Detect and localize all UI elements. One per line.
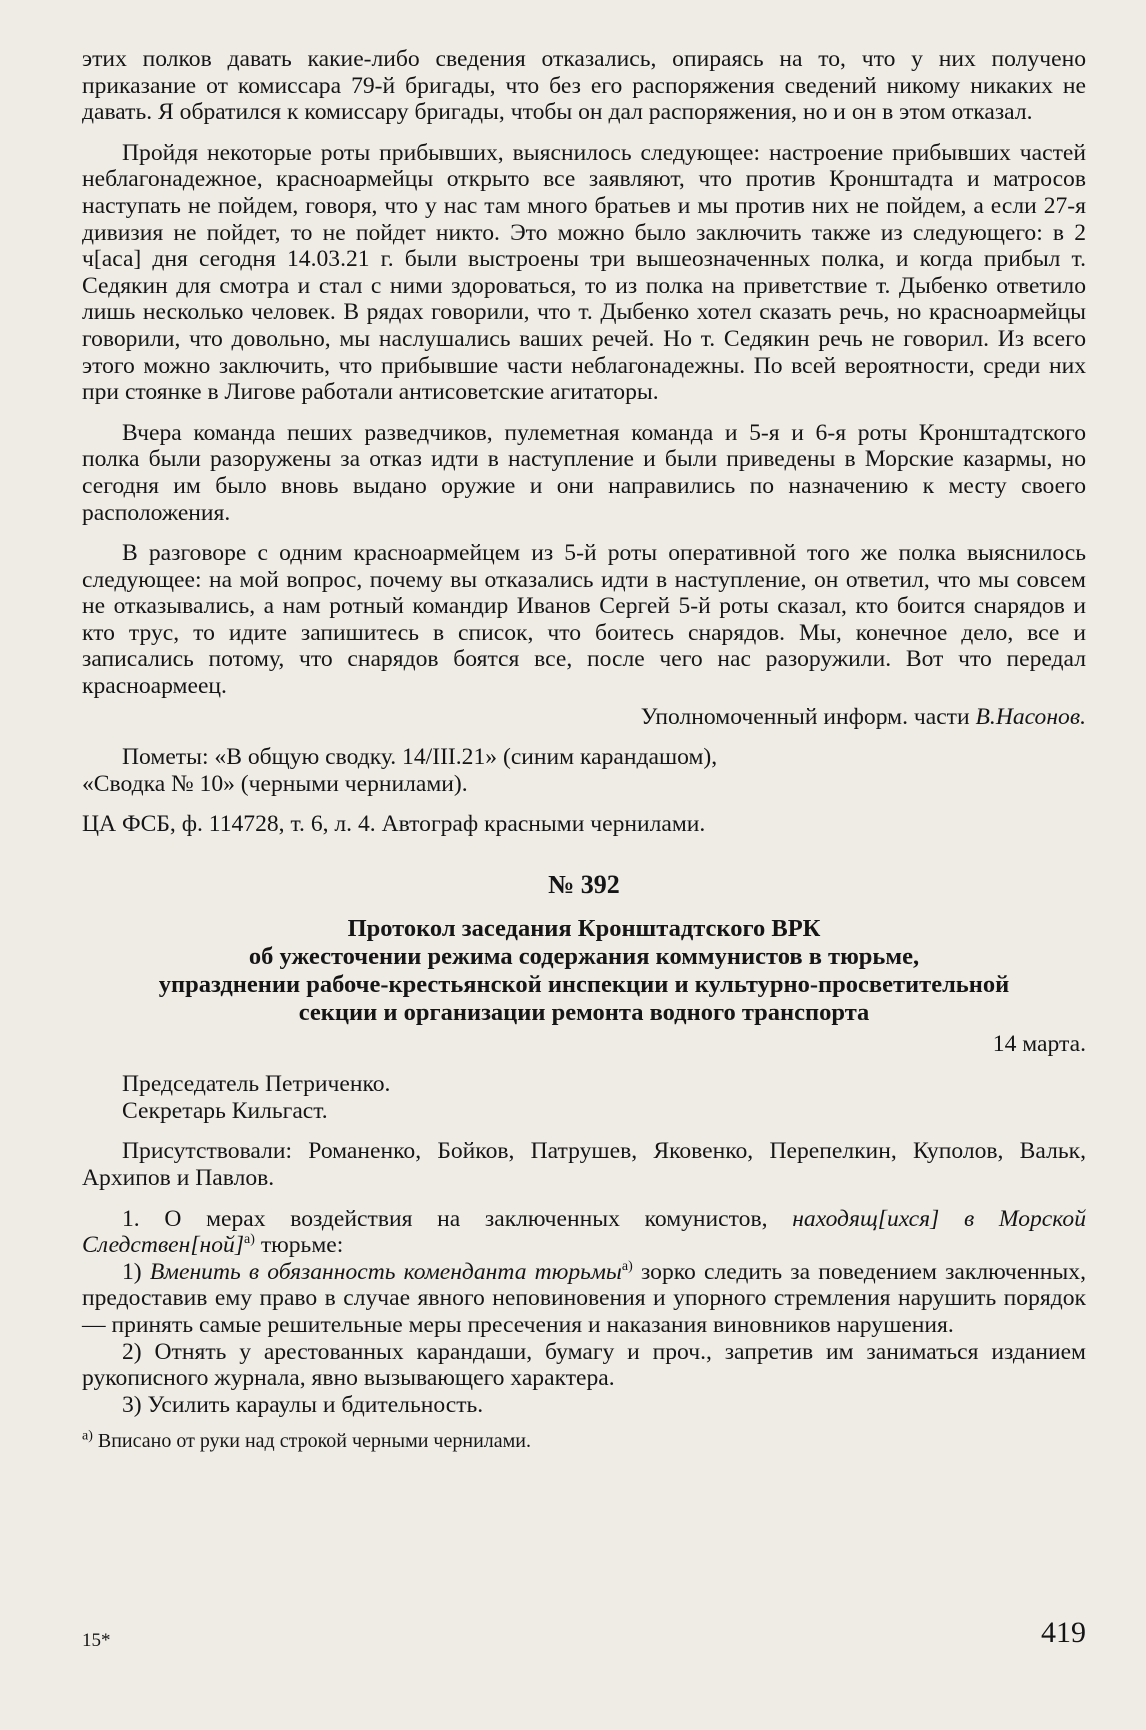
sub-item-1-text: зорко следить за поведением заключенных, предоставив ему право в случае явного неповиновения и упорного стремления нарушить порядок — принять самые решительные меры пресечения и наказания виновников нарушения. <box>82 1258 1086 1338</box>
paragraph-4: В разговоре с одним красноармейцем из 5-й роты оперативной того же полка выяснилось следующее: на мой вопрос, почему вы отказались идти в наступление, он ответил, что мы совсем не отказывались, а нам ротный командир Иванов Сергей 5-й роты сказал, кто боится снарядов и кто трус, то идите запишитесь в список, что боитесь снарядов. Мы, конечное дело, все и записались потому, что снарядов боятся все, после чего нас разоружили. Вот что передал красноармеец. <box>82 540 1086 700</box>
signature-role: Уполномоченный информ. части <box>640 703 970 730</box>
item-1-italic: находящ[ихся] в Морской Следствен[ной] <box>82 1205 1086 1259</box>
document-title <box>82 915 1086 1027</box>
title-line-2: об ужесточении режима содержания коммунистов в тюрьме, <box>248 942 920 970</box>
item-1 <box>82 1206 1086 1259</box>
paragraph-2: Пройдя некоторые роты прибывших, выяснилось следующее: настроение прибывших частей неблагонадежное, красноармейцы открыто все заявляют, что против Кронштадта и матросов наступать не пойдем, говоря, что у нас там много братьев и мы против них не пойдем, а если 27-я дивизия не пойдет, то не пойдет никто. Это можно было заключить также из следующего: в 2 ч[аса] дня сегодня 14.03.21 г. были выстроены три вышеозначенных полка, и когда прибыл т. Седякин для смотра и стал с ними здороваться, то из полка на приветствие т. Дыбенко ответило лишь несколько человек. В рядах говорили, что т. Дыбенко хотел сказать речь, но красноармейцы говорили, что довольно, мы наслушались ваших речей. Но т. Седякин речь не говорил. Из всего этого можно заключить, что прибывшие части неблагонадежны. По всей вероятности, среди них при стоянке в Лигове работали антисоветские агитаторы. <box>82 139 1086 406</box>
signature-name: В.Насонов. <box>975 703 1086 730</box>
footnote-text: Вписано от руки над строкой черными чернилами. <box>97 1430 531 1453</box>
footnote <box>82 1428 1086 1455</box>
sub-item-1-italic: Вменить в обязанность коменданта тюрьмы <box>149 1258 622 1285</box>
sub-item-1 <box>82 1259 1086 1339</box>
document-date: 14 марта. <box>992 1030 1086 1057</box>
paragraph-3: Вчера команда пеших разведчиков, пулеметная команда и 5-я и 6-я роты Кронштадтского полка были разоружены за отказ идти в наступление и были приведены в Морские казармы, но сегодня им было вновь выдано оружие и они направились по назначению к месту своего расположения. <box>82 419 1086 526</box>
chairman: Председатель Петриченко. <box>122 1071 391 1098</box>
signature-mark: 15* <box>82 1630 111 1651</box>
archive-reference: ЦА ФСБ, ф. 114728, т. 6, л. 4. Автограф красными чернилами. <box>82 811 706 838</box>
footnote-marker: а) <box>244 1232 255 1248</box>
page-number: 419 <box>1041 1616 1086 1649</box>
item-1-tail: тюрьме: <box>260 1232 344 1259</box>
document-number: № 392 <box>548 870 620 900</box>
item-1-text: 1. О мерах воздействия на заключенных комунистов, <box>122 1205 768 1232</box>
secretary: Секретарь Кильгаст. <box>122 1097 328 1124</box>
sub-item-1-num: 1) <box>122 1258 142 1285</box>
paragraph-1: этих полков давать какие-либо сведения отказались, опираясь на то, что у них получено приказание от комиссара 79-й бригады, что без его распоряжения сведений никому никаких не давать. Я обратился к комиссару бригады, чтобы он дал распоряжения, но и он в этом отказал. <box>82 46 1086 126</box>
marks-line-2: «Сводка № 10» (черными чернилами). <box>82 770 468 797</box>
signature-line <box>82 704 1086 731</box>
title-line-1: Протокол заседания Кронштадтского ВРК <box>347 914 821 942</box>
title-line-3: упразднении рабоче-крестьянской инспекции и культурно-просветительной <box>158 970 1010 998</box>
footnote-marker: а) <box>82 1428 93 1444</box>
sub-item-2: 2) Отнять у арестованных карандаши, бумагу и проч., запретив им заниматься изданием рукописного журнала, явно вызывающего характера. <box>82 1338 1086 1392</box>
present-list: Присутствовали: Романенко, Бойков, Патрушев, Яковенко, Перепелкин, Куполов, Вальк, Архипов и Павлов. <box>82 1138 1086 1191</box>
title-line-4: секции и организации ремонта водного транспорта <box>298 998 870 1026</box>
sub-item-3: 3) Усилить караулы и бдительность. <box>122 1391 484 1418</box>
footnote-marker: а) <box>621 1258 633 1274</box>
marks-line-1: Пометы: «В общую сводку. 14/III.21» (синим карандашом), <box>122 744 718 771</box>
